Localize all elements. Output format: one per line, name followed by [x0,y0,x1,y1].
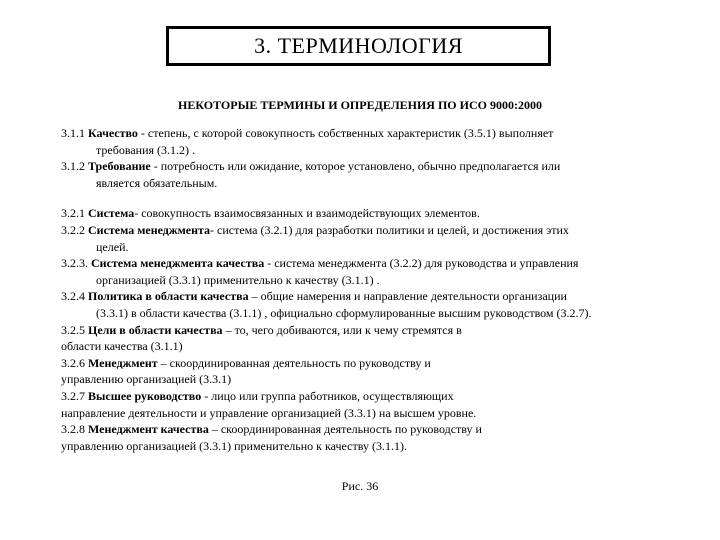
term-3-2-7-cont: направление деятельности и управление организацией (3.3.1) на высшем уровне. [61,405,477,420]
term-3-2-5-cont: области качества (3.1.1) [61,339,183,354]
subtitle: НЕКОТОРЫЕ ТЕРМИНЫ И ОПРЕДЕЛЕНИЯ ПО ИСО 9000:2000 [178,98,542,112]
term-3-2-2: 3.2.2 Система менеджмента- система (3.2.1) для разработки политики и целей, и достижения этих [61,222,569,237]
term-3-1-2: 3.1.2 Требование - потребность или ожидание, которое установлено, обычно предполагается или [61,159,561,174]
term-3-2-5: 3.2.5 Цели в области качества – то, чего добиваются, или к чему стремятся в [61,322,462,337]
slide-title: 3. ТЕРМИНОЛОГИЯ [166,26,551,66]
definitions-list [61,125,681,454]
term-3-1-1-cont: требования (3.1.2) . [96,142,196,157]
term-3-2-6-cont: управлению организацией (3.3.1) [61,372,232,387]
term-3-1-2-cont: является обязательным. [96,175,218,190]
term-3-2-3: 3.2.3. Система менеджмента качества - система менеджмента (3.2.2) для руководства и управления [61,256,579,271]
figure-caption: Рис. 36 [341,479,379,493]
term-3-2-3-cont: организацией (3.3.1) применительно к качеству (3.1.1) . [96,272,380,287]
term-3-2-6: 3.2.6 Менеджмент – скоординированная деятельность по руководству и [61,355,431,370]
term-3-2-8: 3.2.8 Менеджмент качества – скоординированная деятельность по руководству и [61,422,482,437]
term-3-2-8-cont: управлению организацией (3.3.1) применительно к качеству (3.1.1). [61,438,407,453]
term-3-1-1: 3.1.1 Качество - степень, с которой совокупность собственных характеристик (3.5.1) выполняет [61,126,554,140]
term-3-2-4: 3.2.4 Политика в области качества – общие намерения и направление деятельности организации [61,289,567,304]
term-3-2-4-cont: (3.3.1) в области качества (3.1.1) , официально сформулированные высшим руководством (3.2.7). [96,305,592,320]
term-3-2-1: 3.2.1 Система- совокупность взаимосвязанных и взаимодействующих элементов. [61,206,480,221]
term-3-2-7: 3.2.7 Высшее руководство - лицо или группа работников, осуществляющих [61,388,454,403]
term-3-2-2-cont: целей. [96,239,129,254]
